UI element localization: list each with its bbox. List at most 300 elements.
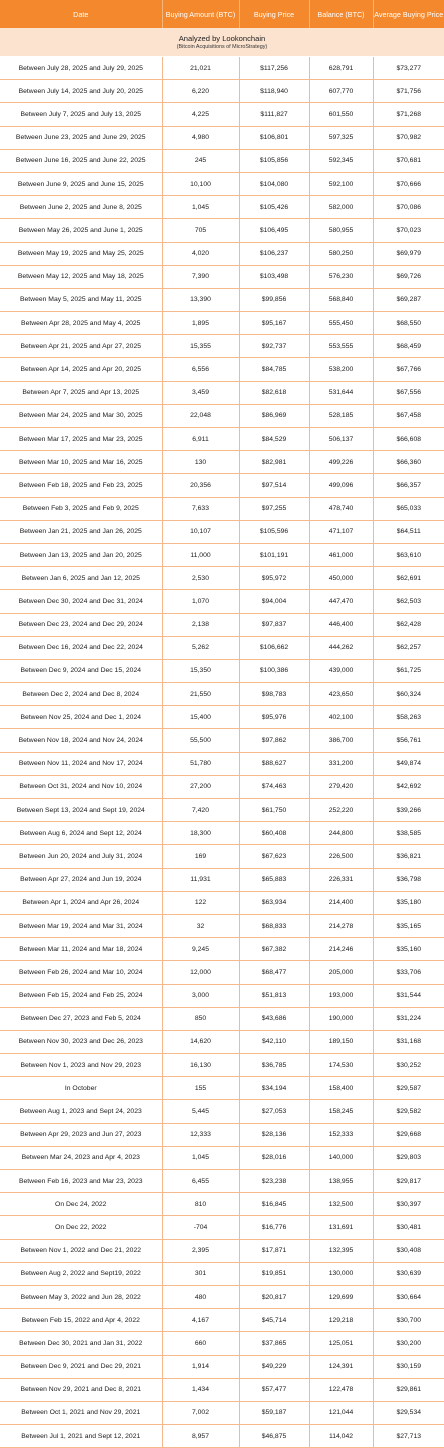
table-row (0, 1378, 444, 1401)
table-row (0, 1355, 444, 1378)
date-cell: Between Sept 13, 2024 and Sept 19, 2024 (0, 799, 162, 822)
table-row (0, 312, 444, 335)
average-buying-price-cell: $69,726 (373, 265, 444, 288)
buying-price-cell: $88,627 (239, 752, 309, 775)
buying-amount-cell: 13,390 (162, 288, 239, 311)
buying-amount-cell: 11,000 (162, 543, 239, 566)
date-cell: Between Apr 1, 2024 and Apr 26, 2024 (0, 891, 162, 914)
buying-amount-cell: 3,000 (162, 984, 239, 1007)
date-cell: Between Nov 25, 2024 and Dec 1, 2024 (0, 706, 162, 729)
balance-cell: 252,220 (309, 799, 373, 822)
balance-cell: 499,226 (309, 451, 373, 474)
table-row (0, 1309, 444, 1332)
date-cell: Between Mar 24, 2023 and Apr 4, 2023 (0, 1146, 162, 1169)
average-buying-price-cell: $65,033 (373, 497, 444, 520)
buying-amount-cell: 4,980 (162, 126, 239, 149)
buying-price-cell: $111,827 (239, 103, 309, 126)
table-row (0, 845, 444, 868)
balance-cell: 528,185 (309, 404, 373, 427)
average-buying-price-cell: $27,713 (373, 1425, 444, 1448)
table-row (0, 1054, 444, 1077)
balance-cell: 471,107 (309, 520, 373, 543)
average-buying-price-cell: $73,277 (373, 57, 444, 80)
date-cell: Between May 5, 2025 and May 11, 2025 (0, 288, 162, 311)
table-row (0, 752, 444, 775)
balance-cell: 582,000 (309, 196, 373, 219)
average-buying-price-cell: $62,428 (373, 613, 444, 636)
table-row (0, 1239, 444, 1262)
table-row (0, 613, 444, 636)
average-buying-price-cell: $70,023 (373, 219, 444, 242)
date-cell: Between Nov 11, 2024 and Nov 17, 2024 (0, 752, 162, 775)
date-cell: Between June 2, 2025 and June 8, 2025 (0, 196, 162, 219)
buying-price-cell: $46,875 (239, 1425, 309, 1448)
balance-cell: 138,955 (309, 1170, 373, 1193)
date-cell: Between Mar 24, 2025 and Mar 30, 2025 (0, 404, 162, 427)
balance-cell: 158,400 (309, 1077, 373, 1100)
buying-amount-cell: 705 (162, 219, 239, 242)
buying-amount-cell: 18,300 (162, 822, 239, 845)
table-row (0, 1285, 444, 1308)
table-header (0, 0, 444, 28)
buying-amount-cell: 4,167 (162, 1309, 239, 1332)
buying-price-cell: $104,080 (239, 172, 309, 195)
buying-price-cell: $99,856 (239, 288, 309, 311)
balance-cell: 121,044 (309, 1401, 373, 1424)
average-buying-price-cell: $31,168 (373, 1030, 444, 1053)
table-row (0, 1030, 444, 1053)
buying-price-cell: $106,662 (239, 636, 309, 659)
table-row (0, 1123, 444, 1146)
average-buying-price-cell: $71,756 (373, 80, 444, 103)
date-cell: Between Oct 1, 2021 and Nov 29, 2021 (0, 1401, 162, 1424)
average-buying-price-cell: $30,408 (373, 1239, 444, 1262)
buying-amount-cell: 130 (162, 451, 239, 474)
average-buying-price-cell: $62,257 (373, 636, 444, 659)
date-cell: Between Jul 1, 2021 and Sept 12, 2021 (0, 1425, 162, 1448)
buying-price-cell: $100,386 (239, 659, 309, 682)
buying-amount-cell: 1,895 (162, 312, 239, 335)
average-buying-price-cell: $30,700 (373, 1309, 444, 1332)
average-buying-price-cell: $31,224 (373, 1007, 444, 1030)
balance-cell: 597,325 (309, 126, 373, 149)
buying-price-cell: $101,191 (239, 543, 309, 566)
average-buying-price-cell: $30,481 (373, 1216, 444, 1239)
balance-cell: 592,345 (309, 149, 373, 172)
balance-cell: 555,450 (309, 312, 373, 335)
table-row (0, 497, 444, 520)
buying-price-cell: $106,495 (239, 219, 309, 242)
table-row (0, 335, 444, 358)
date-cell: Between May 19, 2025 and May 25, 2025 (0, 242, 162, 265)
average-buying-price-cell: $38,585 (373, 822, 444, 845)
table-row (0, 1425, 444, 1448)
average-buying-price-cell: $29,587 (373, 1077, 444, 1100)
buying-amount-cell: 660 (162, 1332, 239, 1355)
date-cell: Between Apr 28, 2025 and May 4, 2025 (0, 312, 162, 335)
balance-cell: 140,000 (309, 1146, 373, 1169)
date-cell: Between Aug 6, 2024 and Sept 12, 2024 (0, 822, 162, 845)
balance-cell: 214,400 (309, 891, 373, 914)
buying-amount-cell: 9,245 (162, 938, 239, 961)
balance-cell: 214,246 (309, 938, 373, 961)
date-cell: Between Nov 30, 2023 and Dec 26, 2023 (0, 1030, 162, 1053)
buying-price-cell: $16,845 (239, 1193, 309, 1216)
date-cell: Between Nov 1, 2023 and Nov 29, 2023 (0, 1054, 162, 1077)
buying-amount-cell: 15,350 (162, 659, 239, 682)
buying-amount-cell: 21,550 (162, 683, 239, 706)
buying-amount-cell: 301 (162, 1262, 239, 1285)
buying-amount-cell: 169 (162, 845, 239, 868)
table-row (0, 196, 444, 219)
average-buying-price-cell: $42,692 (373, 775, 444, 798)
buying-amount-cell: 16,130 (162, 1054, 239, 1077)
buying-amount-cell: 4,225 (162, 103, 239, 126)
buying-amount-cell: 32 (162, 914, 239, 937)
table-row (0, 1332, 444, 1355)
average-buying-price-cell: $35,165 (373, 914, 444, 937)
table-row (0, 265, 444, 288)
date-cell: Between Dec 2, 2024 and Dec 8, 2024 (0, 683, 162, 706)
buying-amount-cell: 7,390 (162, 265, 239, 288)
date-cell: Between Dec 9, 2021 and Dec 29, 2021 (0, 1355, 162, 1378)
table-row (0, 636, 444, 659)
buying-price-cell: $82,981 (239, 451, 309, 474)
buying-price-cell: $97,514 (239, 474, 309, 497)
average-buying-price-cell: $39,266 (373, 799, 444, 822)
table-row (0, 775, 444, 798)
table-row (0, 172, 444, 195)
date-cell: Between May 3, 2022 and Jun 28, 2022 (0, 1285, 162, 1308)
average-buying-price-cell: $31,544 (373, 984, 444, 1007)
average-buying-price-cell: $29,817 (373, 1170, 444, 1193)
table-row (0, 242, 444, 265)
table-row (0, 683, 444, 706)
average-buying-price-cell: $69,979 (373, 242, 444, 265)
buying-amount-cell: 5,445 (162, 1100, 239, 1123)
date-cell: Between Dec 16, 2024 and Dec 22, 2024 (0, 636, 162, 659)
date-cell: Between May 26, 2025 and June 1, 2025 (0, 219, 162, 242)
table-body (0, 57, 444, 1448)
average-buying-price-cell: $68,459 (373, 335, 444, 358)
balance-cell: 386,700 (309, 729, 373, 752)
balance-cell: 226,500 (309, 845, 373, 868)
buying-price-cell: $34,194 (239, 1077, 309, 1100)
balance-cell: 601,550 (309, 103, 373, 126)
buying-price-cell: $67,382 (239, 938, 309, 961)
date-cell: On Dec 24, 2022 (0, 1193, 162, 1216)
table-row (0, 1216, 444, 1239)
date-cell: Between Feb 15, 2022 and Apr 4, 2022 (0, 1309, 162, 1332)
table-row (0, 520, 444, 543)
balance-cell: 423,650 (309, 683, 373, 706)
table-row (0, 567, 444, 590)
table-row (0, 1100, 444, 1123)
balance-cell: 628,791 (309, 57, 373, 80)
balance-cell: 244,800 (309, 822, 373, 845)
table-row (0, 57, 444, 80)
buying-price-cell: $28,136 (239, 1123, 309, 1146)
average-buying-price-cell: $67,458 (373, 404, 444, 427)
table-row (0, 729, 444, 752)
table-row (0, 1007, 444, 1030)
balance-cell: 331,200 (309, 752, 373, 775)
buying-price-cell: $74,463 (239, 775, 309, 798)
balance-cell: 499,096 (309, 474, 373, 497)
table-row (0, 984, 444, 1007)
average-buying-price-cell: $62,691 (373, 567, 444, 590)
date-cell: Between Aug 1, 2023 and Sept 24, 2023 (0, 1100, 162, 1123)
average-buying-price-cell: $29,803 (373, 1146, 444, 1169)
date-cell: Between Jun 20, 2024 and July 31, 2024 (0, 845, 162, 868)
table-row (0, 428, 444, 451)
balance-cell: 205,000 (309, 961, 373, 984)
buying-price-cell: $65,883 (239, 868, 309, 891)
average-buying-price-cell: $70,982 (373, 126, 444, 149)
buying-amount-cell: 14,620 (162, 1030, 239, 1053)
balance-cell: 538,200 (309, 358, 373, 381)
buying-amount-cell: 480 (162, 1285, 239, 1308)
date-cell: Between Nov 29, 2021 and Dec 8, 2021 (0, 1378, 162, 1401)
buying-price-cell: $49,229 (239, 1355, 309, 1378)
buying-amount-cell: -704 (162, 1216, 239, 1239)
date-cell: Between Jan 13, 2025 and Jan 20, 2025 (0, 543, 162, 566)
buying-price-cell: $45,714 (239, 1309, 309, 1332)
date-cell: Between June 23, 2025 and June 29, 2025 (0, 126, 162, 149)
average-buying-price-cell: $64,511 (373, 520, 444, 543)
table-row (0, 103, 444, 126)
table-row (0, 149, 444, 172)
date-cell: Between Feb 18, 2025 and Feb 23, 2025 (0, 474, 162, 497)
buying-price-cell: $97,255 (239, 497, 309, 520)
date-cell: Between Dec 30, 2024 and Dec 31, 2024 (0, 590, 162, 613)
table-row (0, 914, 444, 937)
buying-price-cell: $97,837 (239, 613, 309, 636)
table-row (0, 543, 444, 566)
balance-cell: 158,245 (309, 1100, 373, 1123)
balance-cell: 152,333 (309, 1123, 373, 1146)
balance-cell: 129,218 (309, 1309, 373, 1332)
average-buying-price-cell: $29,668 (373, 1123, 444, 1146)
date-cell: Between Jan 6, 2025 and Jan 12, 2025 (0, 567, 162, 590)
table-row (0, 1401, 444, 1424)
buying-amount-cell: 6,556 (162, 358, 239, 381)
header-date: Date (0, 0, 162, 28)
table-row (0, 474, 444, 497)
buying-price-cell: $95,972 (239, 567, 309, 590)
header-buying-price: Buying Price (239, 0, 309, 28)
buying-amount-cell: 6,220 (162, 80, 239, 103)
date-cell: In October (0, 1077, 162, 1100)
header-buying-amount: Buying Amount (BTC) (162, 0, 239, 28)
date-cell: Between July 14, 2025 and July 20, 2025 (0, 80, 162, 103)
buying-price-cell: $37,865 (239, 1332, 309, 1355)
buying-price-cell: $43,686 (239, 1007, 309, 1030)
average-buying-price-cell: $56,761 (373, 729, 444, 752)
table-row (0, 659, 444, 682)
buying-amount-cell: 2,530 (162, 567, 239, 590)
average-buying-price-cell: $58,263 (373, 706, 444, 729)
table-row (0, 1170, 444, 1193)
buying-price-cell: $103,498 (239, 265, 309, 288)
average-buying-price-cell: $66,608 (373, 428, 444, 451)
balance-cell: 279,420 (309, 775, 373, 798)
buying-amount-cell: 2,395 (162, 1239, 239, 1262)
header-average-buying-price: Average Buying Price (373, 0, 444, 28)
date-cell: Between Mar 19, 2024 and Mar 31, 2024 (0, 914, 162, 937)
buying-price-cell: $68,833 (239, 914, 309, 937)
buying-price-cell: $28,016 (239, 1146, 309, 1169)
table-row (0, 126, 444, 149)
header-row (0, 0, 444, 28)
balance-cell: 190,000 (309, 1007, 373, 1030)
buying-price-cell: $94,004 (239, 590, 309, 613)
buying-amount-cell: 1,070 (162, 590, 239, 613)
table-row (0, 590, 444, 613)
table-row (0, 1146, 444, 1169)
buying-amount-cell: 850 (162, 1007, 239, 1030)
average-buying-price-cell: $35,160 (373, 938, 444, 961)
balance-cell: 132,500 (309, 1193, 373, 1216)
buying-amount-cell: 12,333 (162, 1123, 239, 1146)
date-cell: Between Dec 30, 2021 and Jan 31, 2022 (0, 1332, 162, 1355)
balance-cell: 402,100 (309, 706, 373, 729)
table-row (0, 938, 444, 961)
average-buying-price-cell: $36,821 (373, 845, 444, 868)
buying-amount-cell: 21,021 (162, 57, 239, 80)
date-cell: Between Mar 17, 2025 and Mar 23, 2025 (0, 428, 162, 451)
average-buying-price-cell: $70,666 (373, 172, 444, 195)
buying-price-cell: $57,477 (239, 1378, 309, 1401)
buying-price-cell: $105,856 (239, 149, 309, 172)
buying-price-cell: $68,477 (239, 961, 309, 984)
table-row (0, 451, 444, 474)
buying-price-cell: $84,529 (239, 428, 309, 451)
table-row (0, 706, 444, 729)
balance-cell: 226,331 (309, 868, 373, 891)
buying-amount-cell: 22,048 (162, 404, 239, 427)
table-row (0, 799, 444, 822)
average-buying-price-cell: $63,610 (373, 543, 444, 566)
buying-amount-cell: 4,020 (162, 242, 239, 265)
table-row (0, 404, 444, 427)
date-cell: Between Mar 11, 2024 and Mar 18, 2024 (0, 938, 162, 961)
date-cell: Between Apr 29, 2023 and Jun 27, 2023 (0, 1123, 162, 1146)
average-buying-price-cell: $71,268 (373, 103, 444, 126)
average-buying-price-cell: $30,664 (373, 1285, 444, 1308)
balance-cell: 129,699 (309, 1285, 373, 1308)
balance-cell: 130,000 (309, 1262, 373, 1285)
average-buying-price-cell: $69,287 (373, 288, 444, 311)
average-buying-price-cell: $29,861 (373, 1378, 444, 1401)
buying-price-cell: $23,238 (239, 1170, 309, 1193)
table-row (0, 219, 444, 242)
date-cell: Between Feb 15, 2024 and Feb 25, 2024 (0, 984, 162, 1007)
date-cell: Between Dec 9, 2024 and Dec 15, 2024 (0, 659, 162, 682)
balance-cell: 214,278 (309, 914, 373, 937)
buying-amount-cell: 1,434 (162, 1378, 239, 1401)
average-buying-price-cell: $30,397 (373, 1193, 444, 1216)
balance-cell: 576,230 (309, 265, 373, 288)
table-row (0, 1193, 444, 1216)
table-row (0, 80, 444, 103)
balance-cell: 122,478 (309, 1378, 373, 1401)
average-buying-price-cell: $66,357 (373, 474, 444, 497)
balance-cell: 553,555 (309, 335, 373, 358)
buying-amount-cell: 810 (162, 1193, 239, 1216)
date-cell: Between Apr 14, 2025 and Apr 20, 2025 (0, 358, 162, 381)
date-cell: Between Apr 27, 2024 and Jun 19, 2024 (0, 868, 162, 891)
balance-cell: 568,840 (309, 288, 373, 311)
average-buying-price-cell: $36,798 (373, 868, 444, 891)
buying-amount-cell: 15,400 (162, 706, 239, 729)
buying-price-cell: $60,408 (239, 822, 309, 845)
banner-subtitle: (Bitcoin Acquisitions of MicroStrategy) (176, 43, 268, 50)
buying-price-cell: $17,871 (239, 1239, 309, 1262)
buying-price-cell: $106,801 (239, 126, 309, 149)
date-cell: Between Apr 21, 2025 and Apr 27, 2025 (0, 335, 162, 358)
average-buying-price-cell: $29,534 (373, 1401, 444, 1424)
date-cell: On Dec 22, 2022 (0, 1216, 162, 1239)
balance-cell: 444,262 (309, 636, 373, 659)
date-cell: Between Dec 27, 2023 and Feb 5, 2024 (0, 1007, 162, 1030)
buying-amount-cell: 8,957 (162, 1425, 239, 1448)
date-cell: Between Mar 10, 2025 and Mar 16, 2025 (0, 451, 162, 474)
buying-amount-cell: 3,459 (162, 381, 239, 404)
buying-price-cell: $118,940 (239, 80, 309, 103)
buying-amount-cell: 5,262 (162, 636, 239, 659)
buying-amount-cell: 10,107 (162, 520, 239, 543)
average-buying-price-cell: $30,159 (373, 1355, 444, 1378)
balance-cell: 607,770 (309, 80, 373, 103)
date-cell: Between Dec 23, 2024 and Dec 29, 2024 (0, 613, 162, 636)
buying-price-cell: $67,623 (239, 845, 309, 868)
banner-cell (0, 28, 444, 57)
buying-amount-cell: 10,100 (162, 172, 239, 195)
table-row (0, 868, 444, 891)
analysis-banner (0, 28, 444, 57)
balance-cell: 580,250 (309, 242, 373, 265)
buying-amount-cell: 122 (162, 891, 239, 914)
buying-amount-cell: 1,045 (162, 1146, 239, 1169)
buying-amount-cell: 55,500 (162, 729, 239, 752)
balance-cell: 450,000 (309, 567, 373, 590)
table-row (0, 961, 444, 984)
balance-cell: 506,137 (309, 428, 373, 451)
buying-amount-cell: 11,931 (162, 868, 239, 891)
average-buying-price-cell: $67,766 (373, 358, 444, 381)
balance-cell: 446,400 (309, 613, 373, 636)
buying-price-cell: $19,851 (239, 1262, 309, 1285)
date-cell: Between Nov 18, 2024 and Nov 24, 2024 (0, 729, 162, 752)
buying-price-cell: $51,813 (239, 984, 309, 1007)
date-cell: Between Feb 26, 2024 and Mar 10, 2024 (0, 961, 162, 984)
buying-price-cell: $27,053 (239, 1100, 309, 1123)
buying-amount-cell: 27,200 (162, 775, 239, 798)
average-buying-price-cell: $30,639 (373, 1262, 444, 1285)
date-cell: Between July 28, 2025 and July 29, 2025 (0, 57, 162, 80)
balance-cell: 439,000 (309, 659, 373, 682)
buying-price-cell: $86,969 (239, 404, 309, 427)
date-cell: Between May 12, 2025 and May 18, 2025 (0, 265, 162, 288)
buying-amount-cell: 7,002 (162, 1401, 239, 1424)
balance-cell: 125,051 (309, 1332, 373, 1355)
average-buying-price-cell: $62,503 (373, 590, 444, 613)
average-buying-price-cell: $70,681 (373, 149, 444, 172)
balance-cell: 193,000 (309, 984, 373, 1007)
buying-price-cell: $105,596 (239, 520, 309, 543)
date-cell: Between Oct 31, 2024 and Nov 10, 2024 (0, 775, 162, 798)
